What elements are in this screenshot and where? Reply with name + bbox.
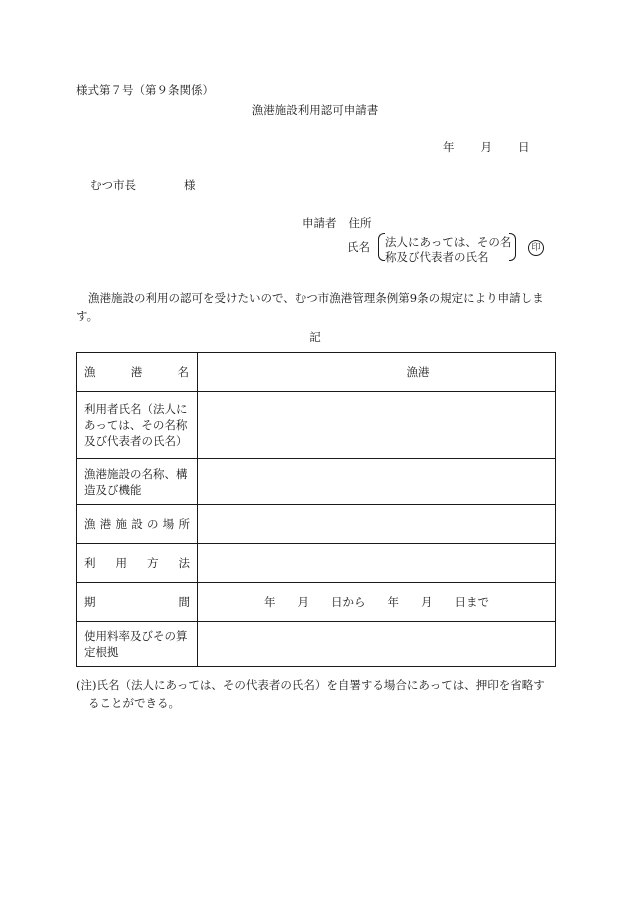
right-bracket [509,233,516,261]
label-usage-method: 利 用 方 法 [77,544,198,583]
table-row [77,353,556,392]
request-statement [76,289,554,325]
label-facility-details: 漁港施設の名称、構造及び機能 [77,459,198,505]
label-facility-location: 漁 港 施 設 の 場 所 [77,505,198,544]
table-row [77,459,556,505]
applicant-label: 申請者 [302,216,337,230]
value-harbor-name[interactable]: 漁港 [198,353,556,392]
table-row [77,392,556,459]
footnote-line-2: ることができる。 [88,696,180,710]
addressee-name: むつ市長 [90,178,136,192]
date-year: 年 [443,140,455,154]
applicant-address-line [302,218,372,230]
addressee-honorific: 様 [184,178,196,192]
corporate-note-bracket [378,232,516,262]
address-label: 住所 [348,216,372,230]
footnote-line-1: (注)氏名（法人にあっては、その代表者の氏名）を自署する場合にあっては、押印を省略す [76,678,545,692]
value-period[interactable]: 年 月 日から 年 月 日まで [198,583,556,622]
date-month: 月 [480,140,492,154]
table-row [77,583,556,622]
value-usage-method[interactable] [198,544,556,583]
label-harbor-name: 漁 港 名 [77,353,198,392]
footnote [76,676,558,712]
date-day: 日 [518,140,530,154]
addressee [90,180,196,192]
value-user-name[interactable] [198,392,556,459]
seal-mark: 印 [528,240,544,256]
value-facility-details[interactable] [198,459,556,505]
value-facility-location[interactable] [198,505,556,544]
table-row [77,505,556,544]
table-row [77,544,556,583]
bracket-line-1: 法人にあっては、その名 [385,235,512,249]
bracket-line-2: 称及び代表者の氏名 [385,250,489,264]
label-user-name: 利用者氏名（法人にあっては、その名称及び代表者の氏名） [77,392,198,459]
name-label: 氏名 [347,240,370,254]
label-fee-rate: 使用料率及びその算定根拠 [77,622,198,667]
ki-marker: 記 [309,330,321,344]
left-bracket [378,233,385,261]
table-row [77,622,556,667]
date-line [443,142,530,154]
request-statement-text: 漁港施設の利用の認可を受けたいので、むつ市漁港管理条例第9条の規定により申請します。 [76,291,544,323]
document-title: 漁港施設利用認可申請書 [251,103,379,117]
value-fee-rate[interactable] [198,622,556,667]
form-number: 様式第７号（第９条関係） [76,83,214,97]
label-period: 期 間 [77,583,198,622]
application-table [76,352,556,667]
